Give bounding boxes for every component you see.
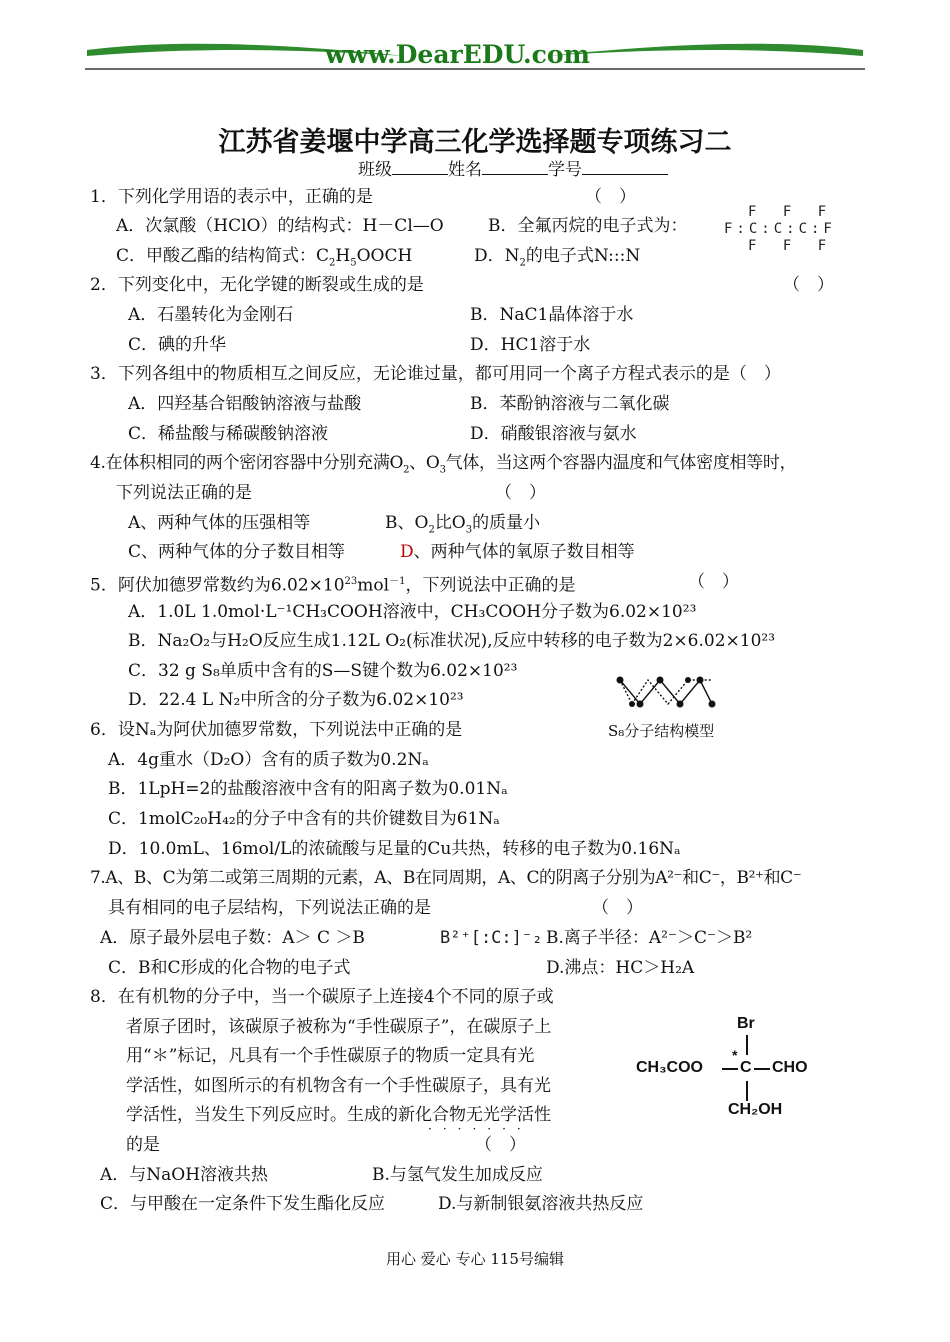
q8-option-a: A．与NaOH溶液共热 [100,1165,269,1185]
q5-option-d: D．22.4 L N₂中所含的分子数为6.02×10²³ [128,690,464,710]
q7-stem-line2: 具有相同的电子层结构，下列说法正确的是 [108,898,431,918]
q8-paren: （ ） [475,1135,526,1155]
q8-emphasis-dots: ······· [428,1122,532,1136]
q7-option-c: C．B和C形成的化合物的电子式 [108,958,351,978]
q8-stem-line6: 的是 [126,1135,160,1155]
footer-text: 用心 爱心 专心 115号编辑 [386,1250,564,1268]
q5-stem: 5．阿伏加德罗常数约为$6.02\times 10^{23}mol^{-1}$，下列说法中正确的是 [90,575,576,596]
struct-c: C [740,1059,752,1076]
s8-model-label: S₈分子结构模型 [608,722,715,740]
electron-formula-figure: F F F F:C:C:C:F F F F [724,204,836,254]
q4-stem: 4.在体积相同的两个密闭容器中分别充满$O_2$、$O_3$气体，当这两个容器内温度和气体密度相等时， [90,453,797,476]
q3-option-c: C．稀盐酸与稀碳酸钠溶液 [128,424,329,444]
q4-option-d: D、两种气体的氧原子数目相等 [400,542,635,562]
q4-stem-line2: 下列说法正确的是 [116,483,252,503]
q6-option-b: B．1LpH=2的盐酸溶液中含有的阳离子数为0.01Nₐ [108,779,508,799]
student-info [358,158,668,180]
q7-electron-formula: B²⁺[:C:]⁻₂ [440,928,543,948]
struct-left: CH₃COO [636,1059,703,1076]
q1-paren: （ ） [585,187,636,207]
q5-paren: （ ） [688,572,739,592]
q5-option-b: B．Na₂O₂与H₂O反应生成1.12L O₂(标准状况),反应中转移的电子数为2×6.02×10²³ [128,631,776,651]
q4-option-c: C、两种气体的分子数目相等 [128,542,346,562]
q8-option-d: D.与新制银氨溶液共热反应 [438,1194,644,1214]
name-label: 姓名 [448,160,482,180]
q4-option-a: A、两种气体的压强相等 [128,513,311,533]
q1-stem: 1．下列化学用语的表示中，正确的是 [90,187,373,207]
struct-bottom: CH₂OH [728,1101,783,1118]
q2-option-d: D．HC1溶于水 [470,335,591,355]
q7-stem: 7.A、B、C为第二或第三周期的元素，A、B在同周期，A、C的阴离子分别为A²⁻和C⁻，B²⁺和C⁻ [90,868,802,888]
q4-option-b: B、$O_2$比$O_3$的质量小 [385,513,541,536]
class-blank[interactable] [392,158,448,175]
q8-stem-line5: 学活性，当发生下列反应时。生成的新化合物无光学活性 [126,1105,551,1125]
q2-option-a: A．石墨转化为金刚石 [128,305,294,325]
q8-stem-line4: 学活性，如图所示的有机物含有一个手性碳原子，具有光 [126,1076,551,1096]
page-title: 江苏省姜堰中学高三化学选择题专项练习二 [218,127,732,158]
struct-br: Br [737,1015,755,1032]
site-logo: www.DearEDU.com [325,40,591,69]
class-label: 班级 [358,160,392,180]
q7-paren: （ ） [592,898,643,918]
q1-option-d: D．$N_2$的电子式N:::N [474,246,641,269]
q8-option-c: C．与甲酸在一定条件下发生酯化反应 [100,1194,386,1214]
q2-option-c: C．碘的升华 [128,335,227,355]
q3-option-b: B．苯酚钠溶液与二氧化碳 [470,394,670,414]
id-blank[interactable] [582,158,668,175]
q5-option-a: A．1.0L 1.0mol·L⁻¹CH₃COOH溶液中，CH₃COOH分子数为6.02×10²³ [128,602,697,622]
q8-stem-line2: 者原子团时，该碳原子被称为“手性碳原子”，在碳原子上 [126,1017,552,1037]
q6-option-d: D．10.0mL、16mol/L的浓硫酸与足量的Cu共热，转移的电子数为0.16Nₐ [108,839,681,859]
q4-paren: （ ） [495,483,546,503]
q3-option-d: D．硝酸银溶液与氨水 [470,424,637,444]
q6-option-a: A．4g重水（D₂O）含有的质子数为0.2Nₐ [108,750,429,770]
q2-option-b: B．NaC1晶体溶于水 [470,305,634,325]
q2-stem: 2．下列变化中，无化学键的断裂或生成的是 [90,275,424,295]
q6-stem: 6．设Nₐ为阿伏加德罗常数，下列说法中正确的是 [90,720,463,740]
q8-stem-line3: 用“＊”标记，凡具有一个手性碳原子的物质一定具有光 [126,1046,535,1066]
q3-option-a: A．四羟基合铝酸钠溶液与盐酸 [128,394,362,414]
q1-option-a: A．次氯酸（HClO）的结构式：H－Cl—O [116,216,444,236]
struct-star: * [732,1047,738,1063]
q2-paren: （ ） [783,275,834,295]
q5-option-c: C．32 g S₈单质中含有的S—S键个数为6.02×10²³ [128,661,518,681]
q8-stem-line1: 8．在有机物的分子中，当一个碳原子上连接4个不同的原子或 [90,987,554,1007]
q7-option-d: D.沸点：HC＞H₂A [546,958,695,978]
q8-option-b: B.与氢气发生加成反应 [372,1165,543,1185]
struct-right: CHO [772,1059,808,1076]
q4-d-letter: D [400,542,414,562]
s8-model-figure [612,674,722,714]
q7-option-b: B.离子半径：A²⁻＞C⁻＞B² [546,928,753,948]
q7-option-a: A．原子最外层电子数：A＞ C ＞B [100,928,365,948]
chiral-molecule-figure [632,1015,832,1125]
q1-option-b: B．全氟丙烷的电子式为： [488,216,688,236]
q1-option-c: C．甲酸乙酯的结构简式：$C_2H_5OOCH$ [116,246,413,269]
id-label: 学号 [548,160,582,180]
q6-option-c: C．1molC₂₀H₄₂的分子中含有的共价键数目为61Nₐ [108,809,500,829]
name-blank[interactable] [482,158,548,175]
q3-stem: 3．下列各组中的物质相互之间反应，无论谁过量，都可用同一个离子方程式表示的是（ ） [90,364,781,384]
